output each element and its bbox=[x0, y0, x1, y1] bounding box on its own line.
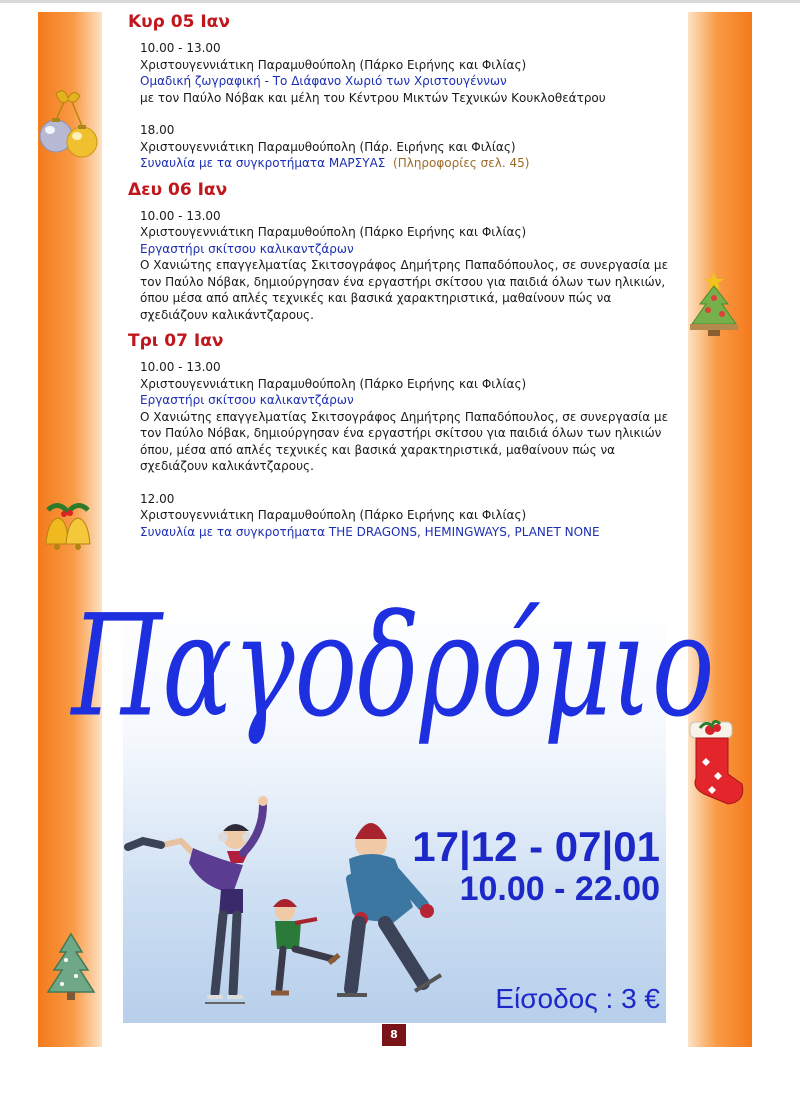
event-time: 12.00 bbox=[140, 491, 175, 506]
skater-child-illustration bbox=[271, 899, 339, 993]
day-heading: Κυρ 05 Ιαν bbox=[128, 12, 230, 32]
event-title: Ομαδική ζωγραφική - Το Διάφανο Χωριό των Χριστουγέννων bbox=[140, 74, 507, 88]
event-item bbox=[140, 359, 673, 475]
top-divider bbox=[0, 0, 800, 3]
event-title: Συναυλία με τα συγκροτήματα ΜΑΡΣΥΑΣ bbox=[140, 156, 386, 170]
event-item bbox=[140, 491, 673, 541]
page-number: 8 bbox=[382, 1024, 406, 1046]
event-description: με τον Παύλο Νόβακ και μέλη του Κέντρου Μικτών Τεχνικών Κουκλοθεάτρου bbox=[140, 90, 606, 105]
ice-rink-poster bbox=[71, 584, 715, 1023]
event-item bbox=[140, 122, 673, 172]
event-title: Εργαστήρι σκίτσου καλικαντζάρων bbox=[140, 241, 354, 256]
event-place: Χριστουγεννιάτικη Παραμυθούπολη (Πάρκο Ειρήνης και Φιλίας) bbox=[140, 376, 527, 391]
event-description: Ο Χανιώτης επαγγελματίας Σκιτσογράφος Δημήτρης Παπαδόπουλος, σε συνεργασία με τον Παύλο Νόβακ, δημιούργησαν ένα εργαστήρι σκίτσου για παιδιά όλων των ηλικιών όπου, μέσα από απλές τεχνικές και βασικά χαρακτηριστικά, μαθαίνουν πώς να σχεδιάζουν καλικάντζαρους. bbox=[140, 409, 669, 473]
poster-entry-price: Είσοδος : 3 € bbox=[495, 983, 660, 1014]
poster-artwork bbox=[71, 584, 715, 1023]
event-title: Εργαστήρι σκίτσου καλικαντζάρων bbox=[140, 393, 354, 407]
day-heading: Τρι 07 Ιαν bbox=[128, 331, 224, 351]
event-note: (Πληροφορίες σελ. 45) bbox=[393, 156, 530, 170]
event-item bbox=[140, 208, 673, 324]
event-time: 18.00 bbox=[140, 123, 175, 137]
poster-title: Παγοδρόμιο bbox=[71, 584, 715, 749]
event-title: Συναυλία με τα συγκροτήματα THE DRAGONS, HEMINGWAYS, PLANET NONE bbox=[140, 524, 600, 539]
event-place: Χριστουγεννιάτικη Παραμυθούπολη (Πάρκο Ειρήνης και Φιλίας) bbox=[140, 508, 527, 522]
right-decorative-band bbox=[688, 12, 752, 1047]
christmas-tree-icon bbox=[684, 270, 744, 340]
event-place: Χριστουγεννιάτικη Παραμυθούπολη (Πάρκο Ειρήνης και Φιλίας) bbox=[140, 57, 527, 72]
event-time: 10.00 - 13.00 bbox=[140, 41, 221, 55]
christmas-tree-icon bbox=[42, 930, 100, 1006]
event-place: Χριστουγεννιάτικη Παραμυθούπολη (Πάρκο Ειρήνης και Φιλίας) bbox=[140, 225, 527, 239]
event-description: Ο Χανιώτης επαγγελματίας Σκιτσογράφος Δημήτρης Παπαδόπουλος, σε συνεργασία με τον Παύλο Νόβακ, δημιούργησαν ένα εργαστήρι σκίτσου για παιδιά όλων των ηλικιών, όπου μέσα από απλές τεχνικές και βασικά χαρακτηριστικά, μαθαίνουν πώς να σχεδιάζουν καλικάντζαρους. bbox=[140, 258, 669, 322]
bells-icon bbox=[38, 498, 96, 554]
event-place: Χριστουγεννιάτικη Παραμυθούπολη (Πάρ. Ειρήνης και Φιλίας) bbox=[140, 139, 516, 154]
day-heading: Δευ 06 Ιαν bbox=[128, 179, 228, 200]
schedule-content bbox=[128, 10, 673, 540]
event-time: 10.00 - 13.00 bbox=[140, 208, 221, 223]
ornaments-icon bbox=[34, 86, 104, 166]
poster-hours: 10.00 - 22.00 bbox=[459, 870, 660, 908]
event-item bbox=[140, 40, 673, 106]
skater-woman-illustration bbox=[128, 796, 268, 1003]
event-time: 10.00 - 13.00 bbox=[140, 360, 221, 374]
poster-dates: 17|12 - 07|01 bbox=[412, 823, 660, 870]
